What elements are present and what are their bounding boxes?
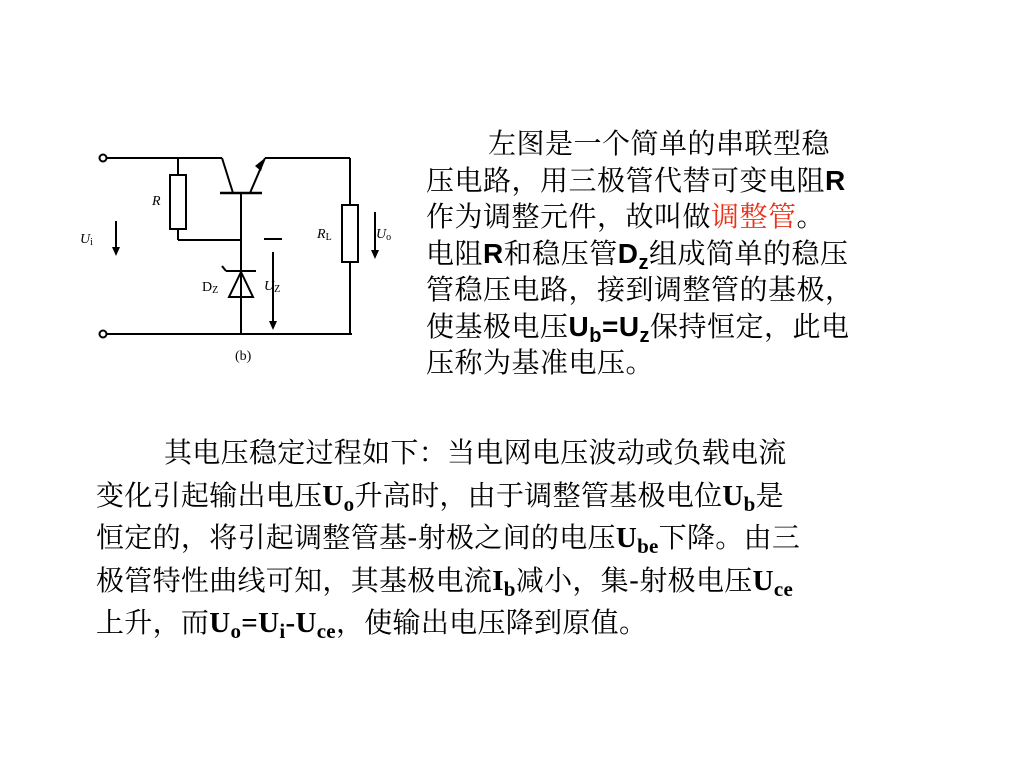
para1-line-5: 管稳压电路，接到调整管的基极， — [426, 273, 854, 306]
uz-label: UZ — [264, 279, 281, 295]
para2-line-5: 上升，而$U_o=U_i-U_{ce}$，使输出电压降到原值。 — [96, 606, 648, 643]
uo-label: Uo — [376, 227, 392, 243]
ui-arrowhead — [112, 247, 120, 256]
series-regulator-circuit-diagram — [70, 135, 400, 370]
highlight-term: 调整管 — [711, 200, 797, 233]
para2-line-1: 其电压稳定过程如下：当电网电压波动或负载电流 — [164, 436, 787, 469]
para1-line-3: 作为调整元件，故叫做调整管。 — [426, 200, 826, 233]
stabilization-process-paragraph — [96, 432, 976, 645]
para1-line-7: 压称为基准电压。 — [426, 346, 655, 379]
para2-line-3: 恒定的，将引起调整管基-射极之间的电压$U_{be}$下降。由三 — [96, 521, 801, 558]
transistor-collector — [222, 158, 233, 193]
uz-arrowhead — [269, 321, 277, 330]
input-terminal-top — [100, 155, 107, 162]
para1-line-4: 电阻R和稳压管$D_z$组成简单的稳压 — [426, 236, 849, 274]
para1-line-2: 压电路，用三极管代替可变电阻R — [426, 163, 846, 197]
r-label: R — [152, 194, 161, 209]
para2-line-4: 极管特性曲线可知，其基极电流$I_b$减小，集-射极电压$U_{ce}$ — [96, 563, 794, 601]
ui-label: Ui — [80, 232, 93, 248]
figure-caption: (b) — [235, 349, 252, 364]
transistor-emitter-arrowhead — [255, 158, 265, 171]
input-terminal-bottom — [100, 331, 107, 338]
para2-line-2: 变化引起输出电压$U_o$升高时，由于调整管基极电位$U_b$是 — [96, 478, 784, 516]
resistor-r — [170, 175, 186, 229]
rl-label: RL — [317, 227, 332, 243]
resistor-rl — [342, 205, 358, 262]
para1-line-1: 左图是一个简单的串联型稳 — [488, 127, 831, 160]
uo-arrowhead — [371, 250, 379, 259]
para1-line-6: 使基极电压$U_b=U_z$保持恒定，此电 — [426, 309, 850, 347]
zener-wing-left — [222, 266, 226, 271]
dz-label: DZ — [202, 280, 219, 296]
circuit-description-paragraph — [426, 126, 956, 382]
